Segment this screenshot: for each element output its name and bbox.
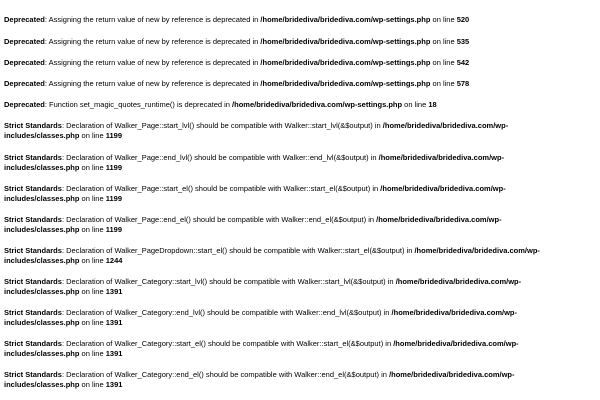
error-level: Deprecated — [4, 15, 45, 24]
error-line-prefix: on line — [79, 349, 106, 358]
error-message — [4, 308, 564, 328]
error-line-prefix: on line — [79, 380, 106, 389]
error-text: : Declaration of Walker_Category::start_el() should be compatible with Walker::start_el(&$output) in — [61, 339, 394, 348]
error-line-prefix: on line — [79, 163, 106, 172]
error-file: /home/bridediva/bridediva.com/wp-includes/classes.php — [4, 246, 540, 265]
error-file: /home/bridediva/bridediva.com/wp-settings.php — [260, 79, 431, 88]
error-level: Strict Standards — [4, 308, 62, 317]
error-level: Strict Standards — [4, 339, 62, 348]
error-message — [4, 215, 564, 235]
error-line-prefix: on line — [79, 318, 106, 327]
error-line-prefix: on line — [430, 15, 457, 24]
error-file: /home/bridediva/bridediva.com/wp-settings.php — [232, 100, 403, 109]
error-text: : Declaration of Walker_Category::end_el() should be compatible with Walker::end_el(&$output) in — [61, 370, 390, 379]
error-level: Deprecated — [4, 58, 45, 67]
error-line-number: 1391 — [105, 349, 123, 358]
error-line-number: 535 — [456, 37, 470, 46]
error-line-number: 578 — [456, 79, 470, 88]
error-file: /home/bridediva/bridediva.com/wp-includes/classes.php — [4, 121, 509, 140]
error-line-prefix: on line — [79, 225, 106, 234]
error-level: Strict Standards — [4, 246, 62, 255]
error-line-prefix: on line — [402, 100, 429, 109]
error-level: Deprecated — [4, 37, 45, 46]
error-level: Deprecated — [4, 100, 45, 109]
error-line-prefix: on line — [430, 79, 457, 88]
error-message — [4, 79, 564, 89]
error-level: Strict Standards — [4, 121, 62, 130]
error-line-number: 18 — [428, 100, 437, 109]
error-line-number: 1391 — [105, 287, 123, 296]
error-text: : Assigning the return value of new by reference is deprecated in — [44, 58, 261, 67]
error-line-number: 542 — [456, 58, 470, 67]
error-line-number: 1199 — [105, 163, 123, 172]
error-message — [4, 100, 564, 110]
error-file: /home/bridediva/bridediva.com/wp-settings.php — [260, 37, 431, 46]
error-line-number: 1391 — [105, 380, 123, 389]
error-level: Strict Standards — [4, 277, 62, 286]
error-file: /home/bridediva/bridediva.com/wp-includes/classes.php — [4, 153, 505, 172]
error-text: : Declaration of Walker_Page::end_el() should be compatible with Walker::end_el(&$output) in — [61, 215, 377, 224]
error-level: Strict Standards — [4, 370, 62, 379]
error-line-prefix: on line — [79, 194, 106, 203]
error-text: : Declaration of Walker_PageDropdown::start_el() should be compatible with Walker::start_el(&$output) in — [61, 246, 415, 255]
error-text: : Assigning the return value of new by reference is deprecated in — [44, 79, 261, 88]
error-file: /home/bridediva/bridediva.com/wp-includes/classes.php — [4, 370, 515, 389]
error-line-prefix: on line — [79, 256, 106, 265]
error-level: Strict Standards — [4, 153, 62, 162]
error-file: /home/bridediva/bridediva.com/wp-includes/classes.php — [4, 308, 517, 327]
error-file: /home/bridediva/bridediva.com/wp-settings.php — [260, 15, 431, 24]
error-message — [4, 58, 564, 68]
error-message — [4, 339, 564, 359]
error-text: : Assigning the return value of new by reference is deprecated in — [44, 15, 261, 24]
error-message — [4, 370, 564, 390]
error-text: : Function set_magic_quotes_runtime() is deprecated in — [44, 100, 233, 109]
error-level: Deprecated — [4, 79, 45, 88]
error-text: : Declaration of Walker_Page::start_lvl() should be compatible with Walker::start_lvl(&$output) in — [61, 121, 383, 130]
error-line-number: 1199 — [105, 225, 123, 234]
error-line-number: 1199 — [105, 194, 123, 203]
error-text: : Declaration of Walker_Category::end_lvl() should be compatible with Walker::end_lvl(&$output) in — [61, 308, 392, 317]
error-message — [4, 153, 564, 173]
error-message — [4, 15, 564, 25]
error-file: /home/bridediva/bridediva.com/wp-includes/classes.php — [4, 339, 519, 358]
error-line-prefix: on line — [430, 37, 457, 46]
error-message — [4, 277, 564, 297]
error-file: /home/bridediva/bridediva.com/wp-includes/classes.php — [4, 215, 502, 234]
error-level: Strict Standards — [4, 184, 62, 193]
error-line-prefix: on line — [79, 131, 106, 140]
error-text: : Declaration of Walker_Category::start_lvl() should be compatible with Walker::start_lvl(&$output) in — [61, 277, 396, 286]
error-line-number: 1391 — [105, 318, 123, 327]
error-line-prefix: on line — [430, 58, 457, 67]
error-line-number: 1244 — [105, 256, 123, 265]
error-message — [4, 37, 564, 47]
error-file: /home/bridediva/bridediva.com/wp-includes/classes.php — [4, 184, 506, 203]
error-text: : Declaration of Walker_Page::end_lvl() should be compatible with Walker::end_lvl(&$output) in — [61, 153, 379, 162]
error-file: /home/bridediva/bridediva.com/wp-settings.php — [260, 58, 431, 67]
error-line-number: 520 — [456, 15, 470, 24]
error-message — [4, 121, 564, 141]
error-file: /home/bridediva/bridediva.com/wp-includes/classes.php — [4, 277, 522, 296]
error-line-number: 1199 — [105, 131, 123, 140]
error-message — [4, 246, 564, 266]
error-line-prefix: on line — [79, 287, 106, 296]
error-text: : Declaration of Walker_Page::start_el() should be compatible with Walker::start_el(&$output) in — [61, 184, 381, 193]
error-text: : Assigning the return value of new by reference is deprecated in — [44, 37, 261, 46]
error-message — [4, 184, 564, 204]
error-level: Strict Standards — [4, 215, 62, 224]
